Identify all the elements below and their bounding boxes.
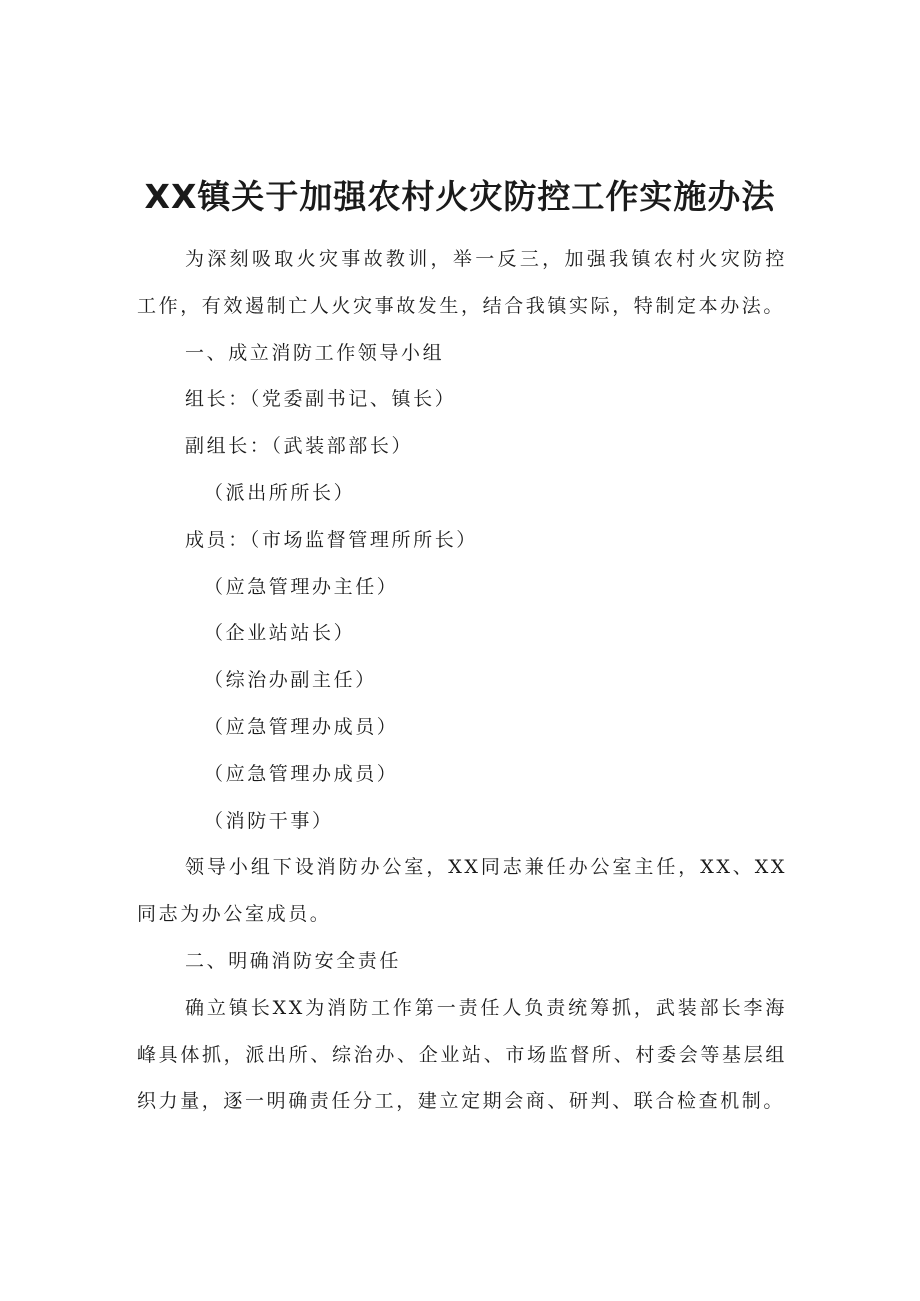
document-body xyxy=(137,236,787,1125)
group-leader-line: 组长：（党委副书记、镇长） xyxy=(185,388,457,411)
member-line-4: （综治办副主任） xyxy=(204,669,377,692)
document-title: XX镇关于加强农村火灾防控工作实施办法 xyxy=(144,177,776,216)
responsibility-paragraph: 确立镇长XX为消防工作第一责任人负责统筹抓，武装部长李海峰具体抓，派出所、综治办、企业站、市场监督所、村委会等基层组织力量，逐一明确责任分工，建立定期会商、研判、联合检查机制。 xyxy=(137,996,787,1113)
member-line-3: （企业站站长） xyxy=(204,622,356,645)
section-heading-2: 二、明确消防安全责任 xyxy=(185,949,402,972)
office-paragraph: 领导小组下设消防办公室，XX同志兼任办公室主任，XX、XX同志为办公室成员。 xyxy=(137,856,787,926)
deputy-leader-line: 副组长：（武装部部长） xyxy=(185,435,414,458)
members-line: 成员：（市场监督管理所所长） xyxy=(185,528,478,551)
member-line-7: （消防干事） xyxy=(204,809,334,832)
section-heading-1: 一、成立消防工作领导小组 xyxy=(185,341,445,364)
member-line-2: （应急管理办主任） xyxy=(204,575,399,598)
member-line-6: （应急管理办成员） xyxy=(204,762,399,785)
deputy-leader-line-2: （派出所所长） xyxy=(204,481,356,504)
member-line-5: （应急管理办成员） xyxy=(204,715,399,738)
intro-paragraph: 为深刻吸取火灾事故教训，举一反三，加强我镇农村火灾防控工作，有效遏制亡人火灾事故发生，结合我镇实际，特制定本办法。 xyxy=(137,248,787,317)
